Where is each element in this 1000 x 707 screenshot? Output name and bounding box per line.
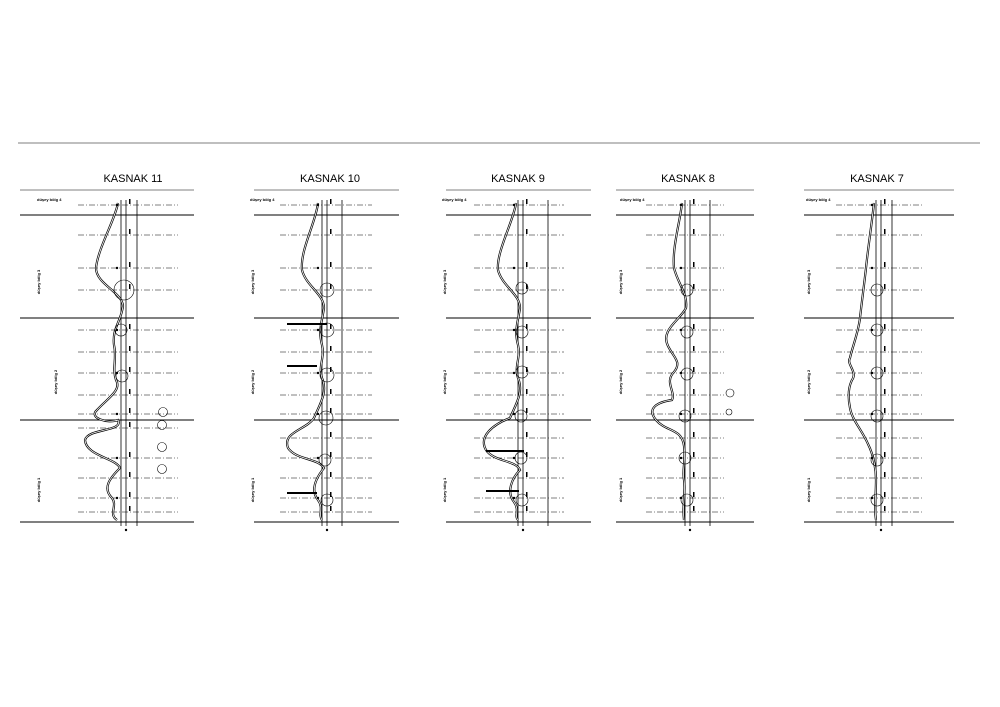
dimension-mark bbox=[526, 324, 528, 329]
dimension-mark bbox=[129, 506, 131, 511]
dimension-mark bbox=[693, 284, 695, 289]
dimension-mark bbox=[884, 472, 886, 477]
node-dot bbox=[116, 413, 118, 415]
node-dot bbox=[116, 497, 118, 499]
dimension-mark bbox=[693, 472, 695, 477]
dimension-mark bbox=[884, 346, 886, 351]
zone-label-3: düşey bölg 3 bbox=[442, 269, 447, 295]
profile-inner bbox=[287, 203, 324, 520]
dimension-mark bbox=[330, 229, 332, 234]
detail-circle bbox=[158, 443, 167, 452]
dimension-mark bbox=[129, 408, 131, 413]
detail-circle bbox=[681, 368, 693, 380]
profile-outline bbox=[85, 203, 123, 520]
dimension-mark bbox=[693, 346, 695, 351]
dimension-mark bbox=[129, 367, 131, 372]
dimension-mark bbox=[129, 262, 131, 267]
section-profile-drawing bbox=[616, 190, 754, 531]
dimension-mark bbox=[129, 389, 131, 394]
dimension-mark bbox=[693, 389, 695, 394]
node-dot bbox=[680, 457, 682, 459]
dimension-mark bbox=[129, 324, 131, 329]
detail-circle bbox=[319, 454, 331, 466]
dimension-mark bbox=[330, 367, 332, 372]
section-kasnak-9 bbox=[442, 173, 591, 531]
detail-circle bbox=[726, 389, 734, 397]
node-dot bbox=[871, 497, 873, 499]
zone-label-2: düşey bölg 2 bbox=[53, 369, 58, 395]
zone-label-1: düşey bölg 1 bbox=[36, 477, 41, 503]
base-dot bbox=[880, 529, 882, 531]
node-dot bbox=[317, 329, 319, 331]
dimension-mark bbox=[526, 408, 528, 413]
profile-outline bbox=[484, 203, 520, 520]
node-dot bbox=[680, 372, 682, 374]
dimension-mark bbox=[330, 452, 332, 457]
node-dot bbox=[317, 372, 319, 374]
dimension-mark bbox=[330, 346, 332, 351]
dimension-mark bbox=[330, 472, 332, 477]
profile-inner bbox=[652, 203, 686, 520]
dimension-mark bbox=[884, 229, 886, 234]
dimension-mark bbox=[693, 199, 695, 204]
dimension-mark bbox=[330, 284, 332, 289]
node-dot bbox=[680, 267, 682, 269]
dimension-mark bbox=[884, 506, 886, 511]
dimension-mark bbox=[526, 284, 528, 289]
profile-outline bbox=[652, 203, 686, 520]
dimension-mark bbox=[693, 367, 695, 372]
node-dot bbox=[317, 457, 319, 459]
section-title: KASNAK 7 bbox=[850, 173, 904, 185]
zone-label-3: düşey bölg 3 bbox=[36, 269, 41, 295]
detail-circle bbox=[158, 421, 167, 430]
dimension-mark bbox=[526, 452, 528, 457]
node-dot bbox=[317, 497, 319, 499]
node-dot bbox=[871, 457, 873, 459]
profile-outline bbox=[287, 203, 324, 520]
node-dot bbox=[680, 204, 682, 206]
dimension-mark bbox=[693, 432, 695, 437]
node-dot bbox=[513, 204, 515, 206]
section-title: KASNAK 8 bbox=[661, 173, 715, 185]
dimension-mark bbox=[526, 492, 528, 497]
profile-outline bbox=[849, 203, 876, 520]
dimension-mark bbox=[129, 472, 131, 477]
dimension-mark bbox=[693, 492, 695, 497]
section-kasnak-10 bbox=[250, 173, 399, 531]
dimension-mark bbox=[129, 229, 131, 234]
dimension-mark bbox=[330, 199, 332, 204]
dimension-mark bbox=[129, 346, 131, 351]
zone-label-1: düşey bölg 1 bbox=[442, 477, 447, 503]
node-dot bbox=[116, 329, 118, 331]
section-kasnak-8 bbox=[616, 173, 754, 531]
dimension-mark bbox=[526, 506, 528, 511]
dimension-mark bbox=[884, 408, 886, 413]
node-dot bbox=[317, 204, 319, 206]
zone-label-3: düşey bölg 3 bbox=[806, 269, 811, 295]
dimension-mark bbox=[330, 389, 332, 394]
dimension-mark bbox=[884, 199, 886, 204]
section-profile-drawing bbox=[804, 190, 954, 531]
node-dot bbox=[680, 329, 682, 331]
node-dot bbox=[871, 329, 873, 331]
dimension-mark bbox=[330, 262, 332, 267]
base-dot bbox=[689, 529, 691, 531]
top-zone-label: düşey bölg 4 bbox=[250, 197, 275, 202]
dimension-mark bbox=[693, 452, 695, 457]
node-dot bbox=[116, 372, 118, 374]
dimension-mark bbox=[693, 506, 695, 511]
zone-label-2: düşey bölg 2 bbox=[250, 369, 255, 395]
zone-label-1: düşey bölg 1 bbox=[618, 477, 623, 503]
node-dot bbox=[513, 329, 515, 331]
dimension-mark bbox=[526, 229, 528, 234]
dimension-mark bbox=[693, 229, 695, 234]
node-dot bbox=[871, 267, 873, 269]
section-title: KASNAK 10 bbox=[300, 173, 360, 185]
section-profile-drawing bbox=[254, 190, 399, 531]
node-dot bbox=[680, 497, 682, 499]
detail-circle bbox=[159, 408, 168, 417]
zone-label-1: düşey bölg 1 bbox=[250, 477, 255, 503]
dimension-mark bbox=[330, 492, 332, 497]
dimension-mark bbox=[526, 262, 528, 267]
dimension-mark bbox=[129, 422, 131, 427]
dimension-mark bbox=[129, 452, 131, 457]
dimension-mark bbox=[129, 492, 131, 497]
node-dot bbox=[317, 413, 319, 415]
dimension-mark bbox=[330, 408, 332, 413]
profile-inner bbox=[85, 203, 123, 520]
dimension-mark bbox=[129, 284, 131, 289]
dimension-mark bbox=[693, 324, 695, 329]
zone-label-2: düşey bölg 2 bbox=[618, 369, 623, 395]
section-profile-drawing bbox=[446, 190, 591, 531]
node-dot bbox=[871, 204, 873, 206]
dimension-mark bbox=[330, 432, 332, 437]
node-dot bbox=[513, 497, 515, 499]
dimension-mark bbox=[526, 389, 528, 394]
node-dot bbox=[871, 372, 873, 374]
section-kasnak-7 bbox=[804, 173, 954, 531]
dimension-mark bbox=[884, 389, 886, 394]
dimension-mark bbox=[526, 472, 528, 477]
section-title: KASNAK 9 bbox=[491, 173, 545, 185]
detail-circle bbox=[158, 465, 167, 474]
dimension-mark bbox=[693, 262, 695, 267]
dimension-mark bbox=[884, 262, 886, 267]
top-zone-label: düşey bölg 4 bbox=[442, 197, 467, 202]
node-dot bbox=[513, 413, 515, 415]
section-title: KASNAK 11 bbox=[103, 173, 163, 185]
dimension-mark bbox=[330, 506, 332, 511]
dimension-mark bbox=[129, 199, 131, 204]
base-dot bbox=[125, 529, 127, 531]
dimension-mark bbox=[526, 367, 528, 372]
top-zone-label: düşey bölg 4 bbox=[37, 197, 62, 202]
dimension-mark bbox=[884, 324, 886, 329]
section-kasnak-11 bbox=[20, 173, 194, 531]
zone-label-1: düşey bölg 1 bbox=[806, 477, 811, 503]
profile-inner bbox=[849, 203, 876, 520]
zone-label-2: düşey bölg 2 bbox=[806, 369, 811, 395]
node-dot bbox=[116, 267, 118, 269]
section-profile-drawing bbox=[20, 190, 194, 531]
node-dot bbox=[116, 457, 118, 459]
dimension-mark bbox=[884, 492, 886, 497]
dimension-mark bbox=[884, 452, 886, 457]
dimension-mark bbox=[693, 408, 695, 413]
node-dot bbox=[871, 413, 873, 415]
node-dot bbox=[116, 204, 118, 206]
zone-label-3: düşey bölg 3 bbox=[618, 269, 623, 295]
profile-inner bbox=[484, 203, 520, 520]
base-dot bbox=[326, 529, 328, 531]
node-dot bbox=[513, 372, 515, 374]
dimension-mark bbox=[526, 199, 528, 204]
node-dot bbox=[317, 267, 319, 269]
node-dot bbox=[680, 413, 682, 415]
zone-label-3: düşey bölg 3 bbox=[250, 269, 255, 295]
dimension-mark bbox=[330, 324, 332, 329]
detail-circle bbox=[319, 411, 333, 425]
detail-circle bbox=[681, 326, 693, 338]
dimension-mark bbox=[884, 367, 886, 372]
dimension-mark bbox=[526, 346, 528, 351]
detail-circle bbox=[726, 409, 732, 415]
base-dot bbox=[522, 529, 524, 531]
zone-label-2: düşey bölg 2 bbox=[442, 369, 447, 395]
top-zone-label: düşey bölg 4 bbox=[806, 197, 831, 202]
top-zone-label: düşey bölg 4 bbox=[620, 197, 645, 202]
node-dot bbox=[513, 457, 515, 459]
node-dot bbox=[513, 267, 515, 269]
dimension-mark bbox=[526, 432, 528, 437]
dimension-mark bbox=[884, 284, 886, 289]
dimension-mark bbox=[884, 432, 886, 437]
